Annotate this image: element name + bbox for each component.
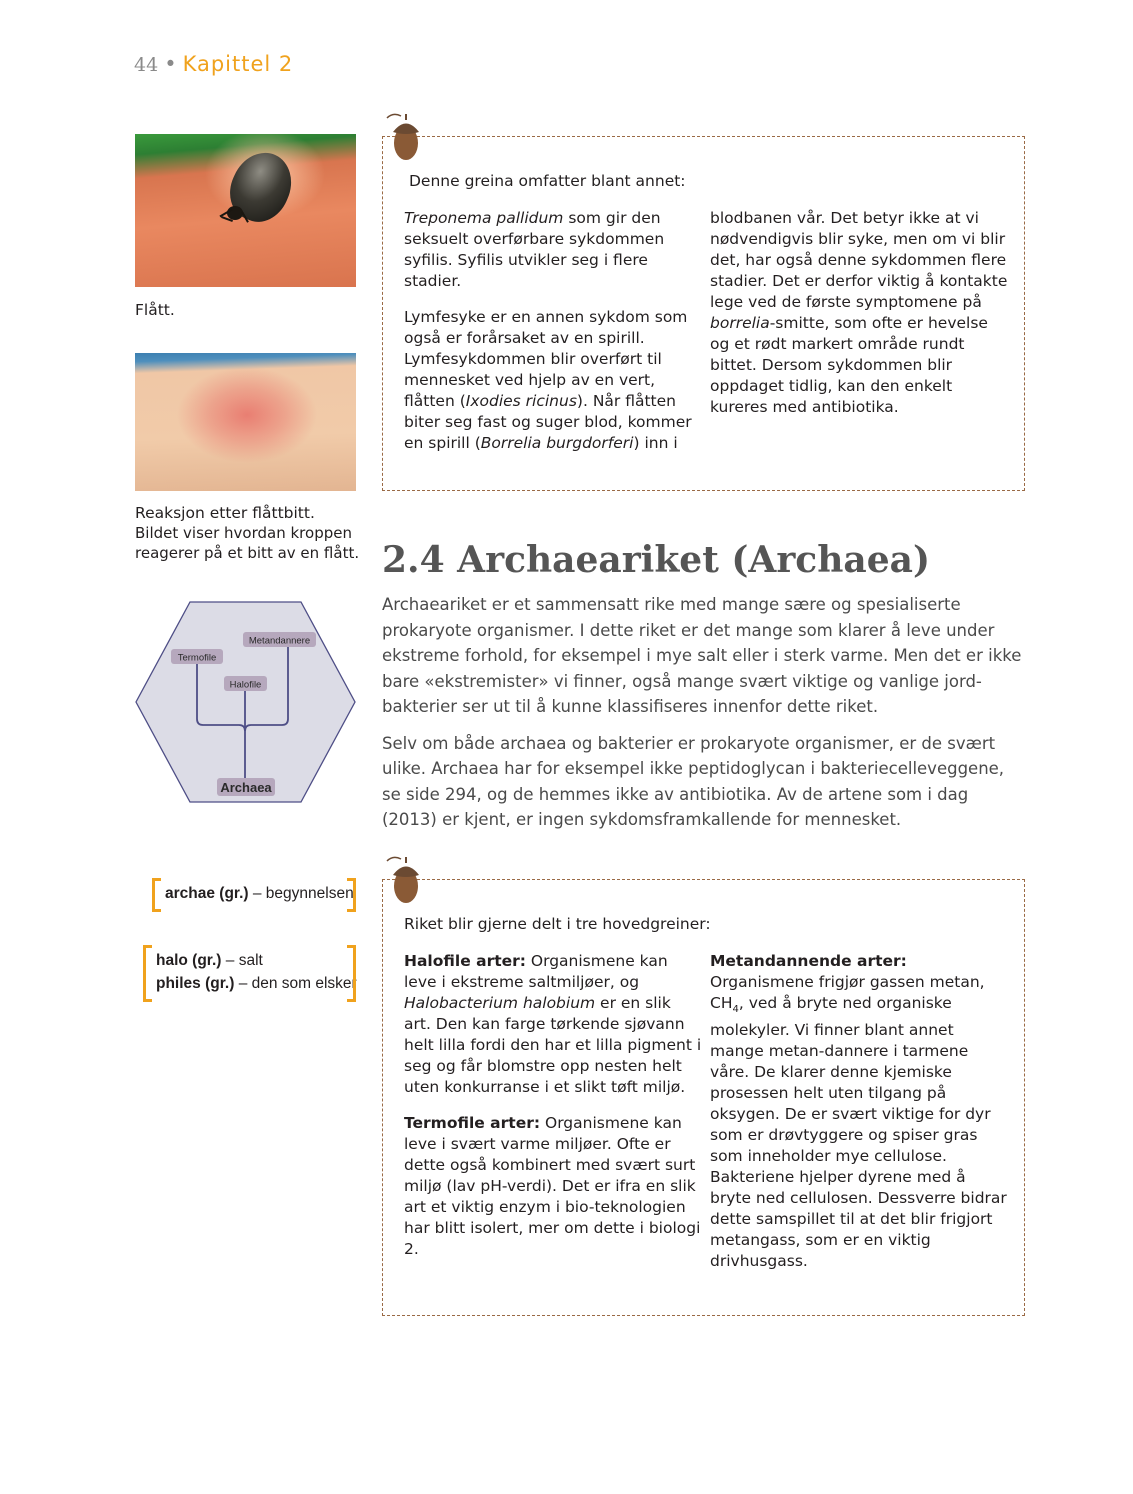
branch-metandannere: Metandannere [248,635,311,647]
tick-photo [135,134,356,287]
archaea-tree-diagram [135,601,356,803]
paragraph-text: Organismene kan leve i svært varme miljøer. Ofte er dette også kombinert med svært surt miljø (lav pH-verdi). Det er ifra en slik art et viktig enzym i bio-teknologien har blitt isolert, mer om dette i biologi 2. [404,1114,701,1258]
species-name: Ixodies ricinus [465,392,577,410]
termofile-paragraph [404,1113,702,1260]
section-paragraph-1: Archaeariket er et sammensatt rike med mange sære og spesialiserte prokaryote organismer. I dette riket er det mange som klarer å leve under ekstreme forhold, for eksempel i mye salt eller i sterk varme. Men det er ikke bare «ekstremister» vi finner, også mange svært viktige og vanlige jord-bakterier ser ut til å kunne klassifiseres innenfor dette riket. [382,595,1022,716]
metandannende-title: Metandannende arter: [710,952,907,970]
glossary-bracket-right [347,878,356,912]
species-name: Halobacterium halobium [404,994,596,1012]
glossary-definition: – begynnelsen [252,885,354,902]
glossary-term: archae (gr.) [165,885,249,902]
termofile-title: Termofile arter: [404,1114,541,1132]
branch-halofile: Halofile [229,679,262,691]
box1-treponema-paragraph [404,208,704,292]
species-name: borrelia [710,314,770,332]
glossary-entry-halo [156,949,263,972]
chapter-title: Kapittel 2 [182,52,294,76]
tree-root-archaea: Archaea [220,780,272,795]
paragraph-text: blodbanen vår. Det betyr ikke at vi nødvendigvis blir syke, men om vi blir det, har også denne sykdommen flere stadier. Det er derfor viktig å kontakte lege ved de første symptomene på [710,209,1008,311]
halofile-paragraph [404,951,702,1098]
glossary-entry-philes [156,972,357,995]
paragraph-text: -smitte, som ofte er hevelse og et rødt markert område rundt bittet. Dersom sykdommen blir oppdaget tidlig, kan den enkelt kureres med antibiotika. [710,314,988,416]
paragraph-text: Organismene kan leve i ekstreme saltmiljøer, og [404,952,668,991]
section-paragraph-2: Selv om både archaea og bakterier er prokaryote organismer, er de svært ulike. Archaea har for eksempel ikke peptidoglycan i bakteriecelleveggene, se side 294, og de hemmes ikke av antibiotika. Av de artene som i dag (2013) er kjent, er ingen sykdomsframkallende for mennesket. [382,733,1005,829]
glossary-bracket-left [152,878,161,912]
glossary-bracket-left [143,945,152,1002]
paragraph-text: som gir den seksuelt overførbare sykdommen syfilis. Syfilis utvikler seg i flere stadier. [404,209,665,290]
box2-intro: Riket blir gjerne delt i tre hovedgreiner: [404,915,711,933]
paragraph-text: Organismene frigjør gassen metan, CH [710,973,985,1012]
paragraph-text: Lymfesyke er en annen sykdom som også er forårsaket av en spirill. Lymfesykdommen blir overført til mennesket ved hjelp av en vert, flåtten ( [404,308,688,410]
paragraph-text: , ved å bryte ned organiske molekyler. Vi finner blant annet mange metan-dannere i tarmene våre. De klarer denne kjemiske prosessen helt uten tilgang på oksygen. De er svært viktige for dyr som er drøvtyggere og spiser gras som inneholder mye cellulose. Bakteriene hjelper dyrene med å bryte ned cellulosen. Dessverre bidrar dette samspillet til at det blir frigjort metangass, som er en viktig drivhusgass. [710,994,1007,1271]
species-name: Treponema pallidum [404,209,564,227]
acorn-icon [381,110,423,162]
glossary-entry-archae [165,882,354,905]
tick-caption: Flått. [135,301,175,319]
section-body [382,592,1027,844]
box2-left-column [404,951,702,1275]
glossary-definition: – den som elsker [238,975,357,992]
box1-borrelia-paragraph [710,208,1010,418]
species-name: Borrelia burgdorferi [480,434,634,452]
glossary-term: halo (gr.) [156,952,222,969]
box2-right-column [710,951,1010,1287]
box1-right-column [710,208,1010,433]
subscript: 4 [732,1004,739,1016]
paragraph-text: ). Når flåtten biter seg fast og suger blod, kommer en spirill ( [404,392,692,452]
box1-intro: Denne greina omfatter blant annet: [409,172,686,190]
section-heading: 2.4 Archaeariket (Archaea) [382,539,930,581]
rash-caption-title: Reaksjon etter flåttbitt. [135,504,315,522]
branch-termofile: Termofile [177,652,217,664]
rash-caption-text: Bildet viser hvordan kroppen reagerer på et bitt av en flått. [135,524,360,562]
metandannende-paragraph [710,951,1010,1272]
acorn-icon [381,853,423,905]
glossary-definition: – salt [225,952,263,969]
header-separator: • [164,52,177,76]
paragraph-text: ) inn i [633,434,678,452]
box1-lymfesyke-paragraph [404,307,704,454]
glossary-term: philes (gr.) [156,975,235,992]
glossary-bracket-right [347,945,356,1002]
paragraph-text: er en slik art. Den kan farge tørkende sjøvann helt lilla fordi den har et lilla pigment i seg og får blomstre opp nesten helt uten konkurranse i et slikt tøft miljø. [404,994,702,1096]
halofile-title: Halofile arter: [404,952,526,970]
box1-left-column [404,208,704,469]
rash-photo [135,353,356,491]
page-header [134,50,293,79]
page-number: 44 [134,54,159,76]
